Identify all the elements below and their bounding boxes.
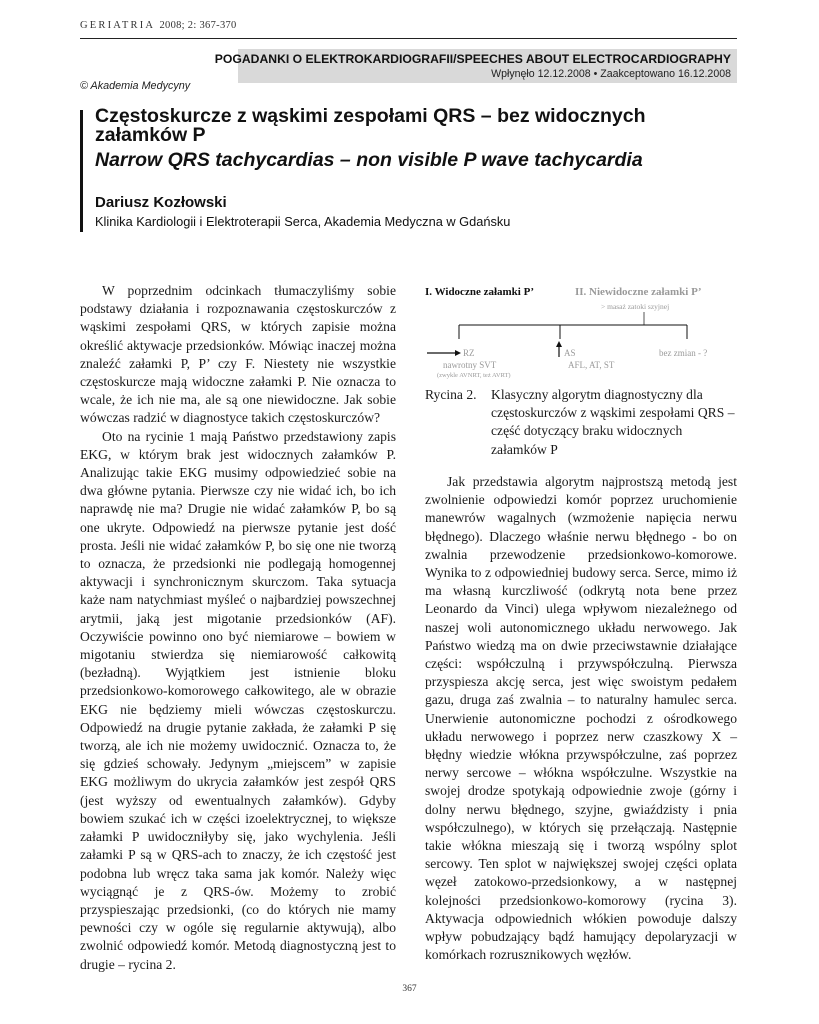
outcome-as-sub: AFL, AT, ST	[568, 360, 615, 370]
right-column	[425, 473, 737, 964]
branch-invisible-label: II. Niewidoczne załamki P’	[575, 286, 702, 298]
author-name: Dariusz Kozłowski	[95, 194, 227, 211]
section-banner	[214, 49, 737, 83]
arrow-right-icon	[455, 350, 461, 356]
header-rule	[80, 38, 737, 39]
algorithm-diagram-svg	[423, 281, 739, 381]
body-paragraph: Jak przedstawia algorytm najprostszą metodą jest zwolnienie odpowiedzi komór poprzez uruchomienie manewrów wagalnych (wzmożenie napięcia nerwu błędnego). Dlaczego właśnie nerwu błędnego - bo on zwalnia przewodzenie przedsionkowo-komorowe. Wynika to z odpowiedniej budowy serca. Serce, mimo iż ma własną kurczliwość (odkrytą nota bene przez Leonardo da Vinci) ulega wpływom niezależnego od naszej woli autonomicznego układu nerwowego. Jak Państwo wiedzą ma on dwie przeciwstawnie działające części: współczulną i przywspółczulną. Pierwsza przyspiesza akcję serca, jest więc swoistym pedałem gazu, druga zaś zwalnia – to naturalny hamulec serca. Unerwienie autonomiczne pochodzi z ośrodkowego układu nerwowego i poprzez nerw czaszkowy X – błędny wiedzie włókna przywspółczulne, zaś poprzez nerwy sercowe – włókna współczulne. Wszystkie na swojej drodze spotykają odpowiednie zwoje (górny i dolny nerwu błędnego, szyjne, gwiaździsty i pnia współczulnego), w których się przełączają. Następnie takie włókna mieszają się i tworzą wspólny splot sercowy. Ten splot w największej swojej części oplata węzeł zatokowo-przedsionkowy, a w następnej kolejności przedsionkowo-komorowy (rycina 3). Aktywacja odpowiednich włókien powoduje dalszy wpływ pobudzający bądź hamujący depolaryzacji w komórkach rozrusznikowych węzłów.	[425, 474, 737, 963]
outcome-rz-sub: nawrotny SVT	[443, 360, 497, 370]
outcome-rz: RZ	[463, 348, 475, 358]
article-title-polish: Częstoskurcze z wąskimi zespołami QRS – bez widocznych załamków P	[95, 105, 646, 146]
publisher-copyright: © Akademia Medycyny	[80, 80, 191, 92]
caption-label: Rycina 2.	[425, 387, 477, 402]
article-title-english: Narrow QRS tachycardias – non visible P wave tachycardia	[95, 149, 643, 171]
journal-reference: 2008; 2: 367-370	[159, 20, 237, 31]
outcome-as: AS	[564, 348, 576, 358]
body-paragraph: W poprzednim odcinkach tłumaczyliśmy sobie podstawy działania i rozpoznawania częstoskurczów z wąskimi zespołami QRS, w których zapisie można określić aktywacje przedsionków. Mówiąc inaczej można znaleźć załamki P, P’ czy F. Niestety nie wszystkie częstoskurcze mają widoczne załamki P. Nie oznacza to wcale, że ich nie ma, ale są one niewidoczne. Jak sobie wówczas radzić w diagnostyce takich częstoskurczów?	[80, 283, 396, 426]
arrow-up-icon	[556, 341, 562, 347]
branch-visible-label: I. Widoczne załamki P’	[425, 286, 534, 298]
title-side-bar	[80, 110, 83, 232]
outcome-rz-note: (zwykle AVNRT, też AVRT)	[437, 372, 511, 379]
maneuver-label: > masaż zatoki szyjnej	[601, 302, 670, 311]
received-dates: Wpłynęło 12.12.2008 • Zaakceptowano 16.12.2008	[491, 68, 731, 80]
page-number: 367	[402, 984, 417, 994]
caption-text: Klasyczny algorytm diagnostyczny dla częstoskurczów z wąskimi zespołami QRS – część dotyczący braku widocznych załamków P	[491, 387, 735, 457]
journal-header	[80, 20, 237, 31]
author-affiliation: Klinika Kardiologii i Elektroterapii Serca, Akademia Medyczna w Gdańsku	[95, 214, 511, 229]
body-paragraph: Oto na rycinie 1 mają Państwo przedstawiony zapis EKG, w którym brak jest widocznych załamków P. Analizując takie EKG musimy odpowiedzieć sobie na dwa główne pytania. Pierwsze czy nie widać ich, bo ich naprawdę nie ma? Drugie nie widać załamków P, bo są one ukryte. Odpowiedź na pierwsze pytanie jest dość prosta. Jeśli nie widać załamków P, bo się one nie tworzą to oznacza, że przedsionki nie podlegają homogennej aktywacji i synchronicznym skurczom. Taka sytuacja każe nam natychmiast myśleć o najbardziej powszechnej arytmii, jaką jest migotanie przedsionków (AF). Oczywiście powinno ono być niemiarowe – bowiem w migotaniu stwierdza się niemiarowość całkowitą (bezładną). Wyjątkiem jest istnienie bloku przedsionkowo-komorowego całkowitego, ale w obrazie EKG nie będziemy mieli wówczas częstoskurczu. Odpowiedź na drugie pytanie zakłada, że załamki P się tworzą, ale ich nie możemy uwidocznić. Oznacza to, że się gdzieś schowały. Jedynym „miejscem” w zapisie EKG możliwym do ukrycia załamków jest zespół QRS (jest wyższy od ewentualnych załamków). Gdyby bowiem szukać ich w części izoelektrycznej, to większe załamki P uwidoczniłyby się, jako wychylenia. Jeśli załamki P są w QRS-ach to znaczy, że ich częstość jest podobna lub wręcz taka sama jak komór. Należy więc wyciągnąć je z QRS-ów. Możemy to zrobić przyspieszając przedsionki, (co do których nie mamy pewności czy w ogóle się regularnie aktywują), albo zwolnić odpowiedź komór. Metodą diagnostyczną jest to drugie – rycina 2.	[80, 428, 396, 972]
journal-name: GERIATRIA	[80, 20, 155, 31]
diagnostic-algorithm-figure	[423, 281, 739, 381]
section-title: POGADANKI O ELEKTROKARDIOGRAFII/SPEECHES ABOUT ELECTROCARDIOGRAPHY	[214, 52, 731, 66]
outcome-no-change: bez zmian - ?	[659, 348, 708, 358]
left-column	[80, 282, 396, 974]
